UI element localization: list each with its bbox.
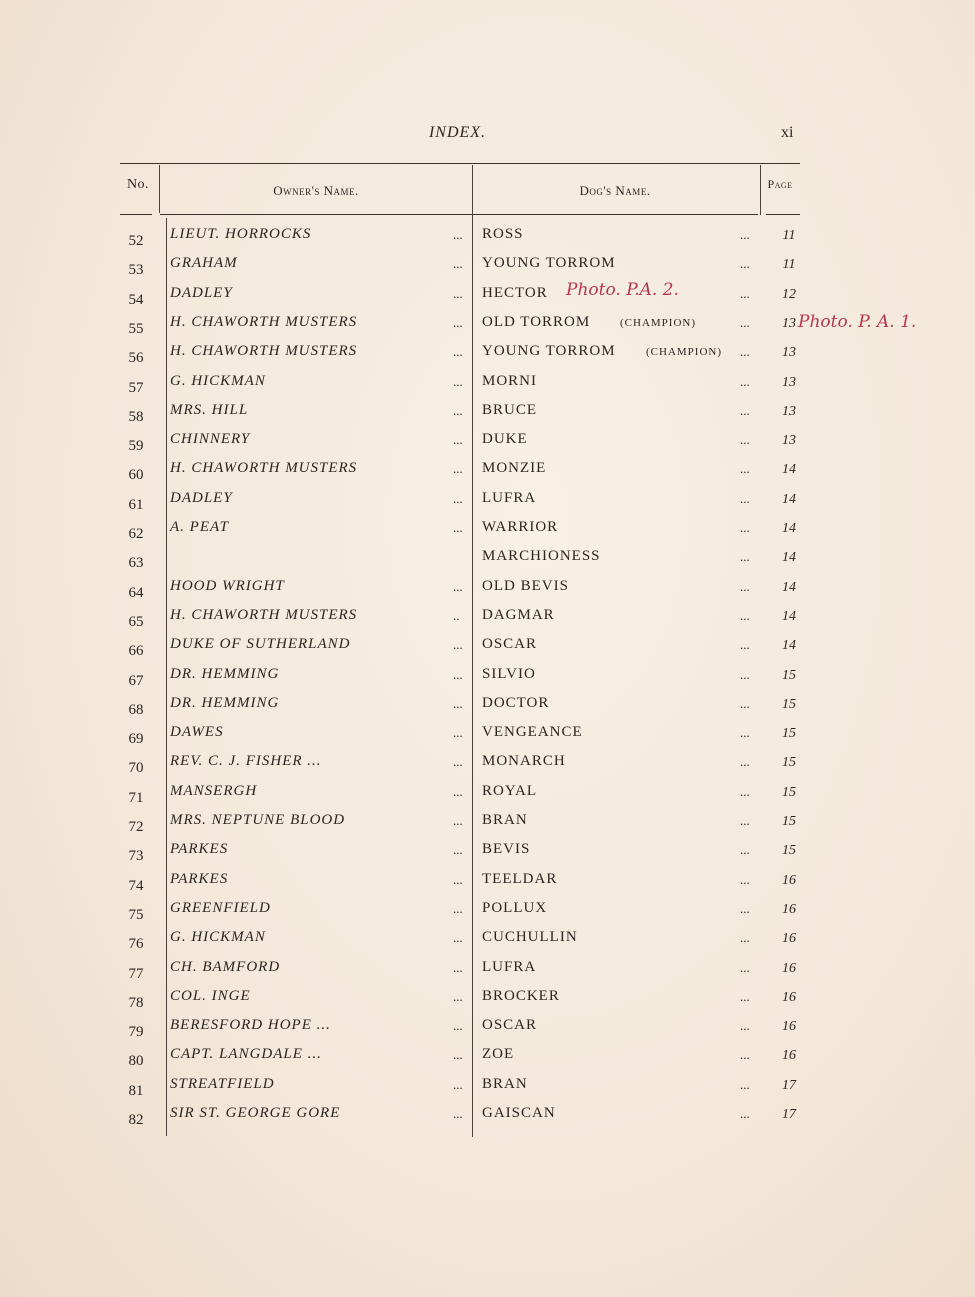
owner-name: DR. HEMMING — [170, 694, 280, 711]
owner-name: MRS. HILL — [170, 401, 249, 418]
dog-leader-dots: ... — [740, 1076, 750, 1092]
row-number: 67 — [128, 672, 144, 689]
dog-leader-dots: ... — [740, 637, 750, 653]
handwritten-note-row55: Photo. P. A. 1. — [798, 312, 917, 332]
page-ref: 16 — [782, 1019, 796, 1035]
page-ref: 17 — [782, 1077, 796, 1093]
page-ref: 15 — [782, 784, 796, 800]
owner-name: SIR ST. GEORGE GORE — [170, 1105, 341, 1121]
row-number: 63 — [128, 555, 144, 572]
table-row — [0, 959, 975, 988]
owner-leader-dots: ... — [453, 520, 463, 535]
row-number: 65 — [128, 613, 144, 630]
page-ref: 12 — [782, 286, 796, 302]
row-number: 56 — [128, 350, 144, 367]
owner-name: H. CHAWORTH MUSTERS — [170, 313, 358, 330]
page-ref: 14 — [782, 638, 796, 654]
table-row — [0, 783, 975, 812]
dog-leader-dots: ... — [740, 842, 750, 858]
dog-leader-dots: ... — [740, 1018, 750, 1034]
owner-leader-dots: ... — [453, 432, 463, 448]
owner-leader-dots: ... — [453, 578, 463, 594]
page-ref: 16 — [782, 931, 796, 947]
dog-leader-dots: ... — [740, 959, 750, 975]
row-number: 62 — [128, 526, 144, 542]
owner-leader-dots: ... — [453, 373, 463, 389]
row-number: 57 — [128, 379, 144, 396]
page-title: INDEX. — [428, 124, 487, 141]
table-row — [0, 519, 975, 548]
owner-name: MRS. NEPTUNE BLOOD — [170, 812, 346, 828]
dog-leader-dots: ... — [740, 1047, 750, 1063]
page-ref: 15 — [782, 667, 796, 683]
table-row — [0, 1017, 975, 1046]
dog-name: MARCHIONESS — [482, 548, 601, 565]
owner-name: DAWES — [170, 724, 224, 741]
owner-leader-dots: ... — [453, 871, 463, 887]
dog-leader-dots: ... — [740, 432, 750, 448]
page-ref: 15 — [782, 814, 796, 829]
table-row — [0, 490, 975, 519]
owner-leader-dots: ... — [453, 402, 463, 418]
owner-leader-dots: ... — [453, 1047, 463, 1063]
header-rule-names — [160, 214, 758, 215]
table-row — [0, 900, 975, 929]
row-number: 61 — [128, 496, 144, 513]
page-ref: 17 — [782, 1107, 796, 1122]
table-row — [0, 548, 975, 577]
dog-leader-dots: ... — [740, 666, 750, 682]
dog-leader-dots: ... — [740, 344, 750, 360]
table-row — [0, 285, 975, 314]
dog-name: ROSS — [482, 226, 524, 242]
row-number: 78 — [128, 994, 144, 1011]
row-number: 76 — [128, 936, 144, 953]
dog-leader-dots: ... — [740, 402, 750, 418]
page-ref: 13 — [782, 315, 796, 331]
table-row — [0, 578, 975, 607]
dog-leader-dots: ... — [740, 256, 750, 272]
col-divider-header-1 — [159, 165, 160, 213]
owner-leader-dots: ... — [453, 988, 463, 1004]
dog-name: LUFRA — [482, 958, 537, 975]
page-ref: 16 — [782, 960, 796, 976]
page-ref: 16 — [782, 901, 796, 917]
owner-leader-dots: ... — [453, 1106, 463, 1121]
dog-name: TEELDAR — [482, 870, 558, 887]
header-rule-no — [120, 214, 152, 215]
owner-leader-dots: ... — [453, 695, 463, 711]
dog-leader-dots: ... — [740, 227, 750, 242]
page-ref: 15 — [782, 696, 796, 712]
table-row — [0, 988, 975, 1017]
owner-name: HOOD WRIGHT — [170, 577, 285, 594]
row-number: 60 — [128, 467, 144, 484]
owner-leader-dots: ... — [453, 344, 463, 360]
col-header-dog: Dog's Name. — [579, 183, 651, 198]
dog-name: SILVIO — [482, 665, 536, 682]
dog-name: ZOE — [482, 1046, 515, 1063]
owner-leader-dots: ... — [453, 666, 463, 682]
owner-name: BERESFORD HOPE ... — [170, 1017, 331, 1034]
dog-name: POLLUX — [482, 899, 548, 916]
owner-leader-dots: ... — [453, 754, 463, 770]
owner-name: DR. HEMMING — [170, 665, 280, 682]
dog-leader-dots: ... — [740, 725, 750, 741]
dog-leader-dots: ... — [740, 695, 750, 711]
row-number: 54 — [128, 291, 144, 308]
dog-leader-dots: ... — [740, 813, 750, 828]
dog-name: OSCAR — [482, 636, 538, 653]
table-row — [0, 812, 975, 841]
owner-name: PARKES — [170, 841, 229, 858]
dog-name: DUKE — [482, 431, 528, 448]
table-row — [0, 343, 975, 372]
dog-title-note: (CHAMPION) — [646, 346, 722, 359]
owner-name: G. HICKMAN — [170, 372, 266, 389]
page-ref: 14 — [782, 579, 796, 595]
owner-name: LIEUT. HORROCKS — [170, 226, 312, 242]
row-number: 52 — [128, 233, 144, 249]
row-number: 55 — [128, 320, 144, 337]
owner-name: DADLEY — [170, 489, 233, 506]
dog-name: MONZIE — [482, 460, 547, 477]
row-number: 70 — [128, 760, 144, 777]
table-row — [0, 1046, 975, 1075]
page-ref: 13 — [782, 433, 796, 449]
dog-leader-dots: ... — [740, 578, 750, 594]
table-row — [0, 666, 975, 695]
owner-name: G. HICKMAN — [170, 929, 266, 946]
dog-name: WARRIOR — [482, 519, 559, 535]
owner-leader-dots: ... — [453, 227, 463, 242]
dog-name: DAGMAR — [482, 606, 555, 623]
dog-name: CUCHULLIN — [482, 929, 578, 946]
owner-leader-dots: ... — [453, 1076, 463, 1092]
table-row — [0, 373, 975, 402]
owner-leader-dots: ... — [453, 813, 463, 828]
page-ref: 16 — [782, 1048, 796, 1064]
table-row — [0, 226, 975, 255]
dog-name: MORNI — [482, 372, 538, 389]
col-header-owner: Owner's Name. — [273, 183, 359, 198]
owner-leader-dots: ... — [453, 842, 463, 858]
header-rule-page — [766, 214, 800, 215]
dog-name: BRAN — [482, 1075, 528, 1092]
table-row — [0, 724, 975, 753]
page-ref: 16 — [782, 989, 796, 1005]
owner-name: CAPT. LANGDALE ... — [170, 1046, 322, 1063]
col-header-page: Page — [767, 177, 793, 191]
row-number: 64 — [128, 584, 144, 601]
dog-leader-dots: ... — [740, 783, 750, 799]
dog-leader-dots: ... — [740, 1106, 750, 1121]
owner-name: DADLEY — [170, 284, 233, 301]
page-number: xi — [781, 124, 794, 141]
dog-leader-dots: ... — [740, 285, 750, 301]
page-ref: 14 — [782, 491, 796, 507]
dog-leader-dots: ... — [740, 754, 750, 770]
table-row — [0, 929, 975, 958]
table-row — [0, 841, 975, 870]
row-number: 81 — [128, 1082, 144, 1099]
dog-leader-dots: ... — [740, 988, 750, 1004]
table-row — [0, 636, 975, 665]
owner-leader-dots: ... — [453, 959, 463, 975]
row-number: 74 — [128, 877, 144, 894]
owner-leader-dots: .. — [453, 607, 460, 623]
owner-name: CHINNERY — [170, 431, 251, 448]
row-number: 82 — [128, 1112, 144, 1128]
dog-name: YOUNG TORROM — [482, 343, 616, 360]
dog-leader-dots: ... — [740, 373, 750, 389]
dog-leader-dots: ... — [740, 607, 750, 623]
row-number: 59 — [128, 438, 144, 455]
owner-name: CH. BAMFORD — [170, 958, 281, 975]
owner-leader-dots: ... — [453, 285, 463, 301]
dog-leader-dots: ... — [740, 520, 750, 535]
owner-name: A. PEAT — [170, 519, 229, 535]
owner-name: MANSERGH — [170, 782, 258, 799]
page-ref: 13 — [782, 345, 796, 361]
owner-name: DUKE OF SUTHERLAND — [170, 636, 351, 653]
handwritten-note-row54: Photo. P.A. 2. — [566, 280, 679, 300]
row-number: 72 — [128, 819, 144, 835]
owner-leader-dots: ... — [453, 461, 463, 477]
page-ref: 15 — [782, 726, 796, 742]
owner-leader-dots: ... — [453, 490, 463, 506]
owner-leader-dots: ... — [453, 900, 463, 916]
table-row — [0, 255, 975, 284]
owner-leader-dots: ... — [453, 314, 463, 330]
table-top-rule — [120, 163, 800, 164]
page-ref: 13 — [782, 374, 796, 390]
dog-name: BRAN — [482, 812, 528, 828]
page-ref: 14 — [782, 608, 796, 624]
row-number: 75 — [128, 906, 144, 923]
dog-name: DOCTOR — [482, 694, 550, 711]
page-ref: 11 — [782, 257, 796, 273]
dog-name: OSCAR — [482, 1017, 538, 1034]
col-header-no: No. — [126, 177, 150, 192]
owner-name: STREATFIELD — [170, 1075, 275, 1092]
dog-name: OLD TORROM — [482, 313, 591, 330]
owner-name: GREENFIELD — [170, 899, 271, 916]
row-number: 69 — [128, 731, 144, 748]
dog-leader-dots: ... — [740, 871, 750, 887]
dog-leader-dots: ... — [740, 549, 750, 565]
page-ref: 13 — [782, 403, 796, 419]
table-row — [0, 1105, 975, 1134]
dog-leader-dots: ... — [740, 900, 750, 916]
owner-leader-dots: ... — [453, 783, 463, 799]
owner-name: GRAHAM — [170, 255, 238, 272]
dog-name: GAISCAN — [482, 1105, 556, 1121]
dog-name: HECTOR — [482, 284, 548, 301]
dog-leader-dots: ... — [740, 314, 750, 330]
page-ref: 14 — [782, 550, 796, 566]
row-number: 68 — [128, 701, 144, 718]
table-row — [0, 871, 975, 900]
dog-leader-dots: ... — [740, 930, 750, 946]
page-ref: 15 — [782, 843, 796, 859]
table-row — [0, 431, 975, 460]
dog-name: YOUNG TORROM — [482, 255, 616, 272]
table-row — [0, 607, 975, 636]
page-ref: 11 — [782, 228, 796, 243]
dog-name: VENGEANCE — [482, 724, 583, 741]
table-row — [0, 402, 975, 431]
dog-name: LUFRA — [482, 489, 537, 506]
table-row — [0, 1076, 975, 1105]
owner-name: H. CHAWORTH MUSTERS — [170, 460, 358, 477]
row-number: 77 — [128, 965, 144, 982]
owner-name: H. CHAWORTH MUSTERS — [170, 343, 358, 360]
page-ref: 14 — [782, 462, 796, 478]
page-ref: 15 — [782, 755, 796, 771]
table-row — [0, 753, 975, 782]
owner-leader-dots: ... — [453, 637, 463, 653]
dog-leader-dots: ... — [740, 461, 750, 477]
owner-leader-dots: ... — [453, 930, 463, 946]
row-number: 58 — [128, 408, 144, 425]
page-ref: 16 — [782, 872, 796, 888]
owner-leader-dots: ... — [453, 725, 463, 741]
row-number: 79 — [128, 1024, 144, 1041]
owner-name: COL. INGE — [170, 987, 251, 1004]
dog-name: BRUCE — [482, 401, 538, 418]
row-number: 73 — [128, 848, 144, 865]
owner-leader-dots: ... — [453, 1018, 463, 1034]
dog-title-note: (CHAMPION) — [620, 316, 696, 329]
table-row — [0, 460, 975, 489]
owner-name: H. CHAWORTH MUSTERS — [170, 606, 358, 623]
page-ref: 14 — [782, 521, 796, 536]
owner-name: PARKES — [170, 870, 229, 887]
dog-name: ROYAL — [482, 782, 538, 799]
table-row — [0, 695, 975, 724]
dog-name: BROCKER — [482, 987, 560, 1004]
dog-name: MONARCH — [482, 753, 566, 770]
owner-name: REV. C. J. FISHER ... — [170, 753, 322, 770]
dog-leader-dots: ... — [740, 490, 750, 506]
owner-leader-dots: ... — [453, 256, 463, 272]
row-number: 71 — [128, 789, 144, 806]
dog-name: OLD BEVIS — [482, 577, 569, 594]
row-number: 66 — [128, 643, 144, 660]
dog-name: BEVIS — [482, 841, 531, 858]
row-number: 53 — [128, 262, 144, 279]
row-number: 80 — [128, 1053, 144, 1070]
